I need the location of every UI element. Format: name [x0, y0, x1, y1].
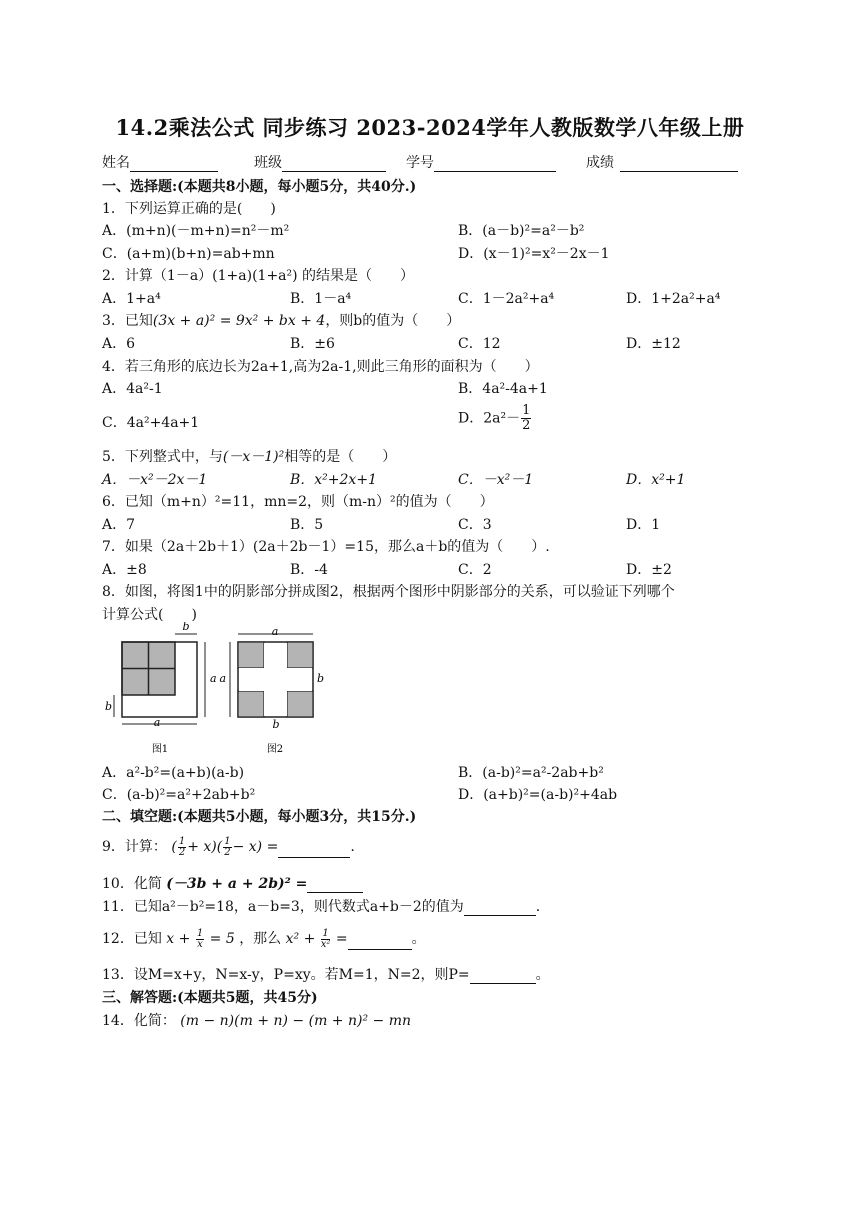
fig1-label-b-top: b	[182, 622, 190, 633]
q4-option-a[interactable]: A．4a²-1	[102, 381, 163, 397]
fig1-label-b-left: b	[105, 700, 113, 713]
q11-stem: 11．已知a²－b²=18，a－b=3，则代数式a+b－2的值为 .	[102, 899, 541, 915]
q8-option-c[interactable]: C．(a-b)²=a²+2ab+b²	[102, 787, 256, 803]
figure-2	[219, 625, 324, 755]
q4-option-b[interactable]: B．4a²-4a+1	[458, 381, 548, 397]
q12-answer-blank[interactable]	[348, 935, 412, 950]
q8-stem-line2: 计算公式( )	[102, 607, 197, 623]
section-answer-heading: 三、解答题:(本题共5题，共45分)	[102, 990, 318, 1006]
fig1-caption: 图1	[151, 744, 169, 755]
q3-option-a[interactable]: A．6	[102, 336, 136, 352]
q4-option-c[interactable]: C．4a²+4a+1	[102, 415, 200, 431]
q11-answer-blank[interactable]	[464, 901, 536, 916]
q4-stem: 4．若三角形的底边长为2a+1,高为2a-1,则此三角形的面积为（ ）	[102, 359, 539, 375]
q2-option-b[interactable]: B．1－a⁴	[290, 291, 352, 307]
q5-option-d[interactable]: D．x²+1	[626, 472, 686, 488]
q8-option-a[interactable]: A．a²-b²=(a+b)(a-b)	[102, 765, 245, 781]
q3-option-c[interactable]: C．12	[458, 336, 501, 352]
q13-stem: 13．设M=x+y，N=x-y，P=xy。若M=1，N=2，则P= 。	[102, 967, 550, 983]
q7-stem: 7．如果（2a＋2b＋1）(2a＋2b－1）=15，那么a＋b的值为（ ）.	[102, 539, 550, 555]
q3-stem: 3．已知(3x + a)² = 9x² + bx + 4，则b的值为（ ）	[102, 313, 461, 329]
student-id-field[interactable]: 学号	[406, 152, 556, 172]
fig1-label-a-right: a	[210, 672, 217, 685]
q9-answer-blank[interactable]	[278, 843, 350, 858]
q2-option-c[interactable]: C．1－2a²+a⁴	[458, 291, 555, 307]
page-title: 14.2乘法公式 同步练习 2023-2024学年人教版数学八年级上册	[115, 115, 745, 140]
name-field[interactable]: 姓名	[102, 152, 218, 172]
q1-option-d[interactable]: D．(x－1)²=x²－2x－1	[458, 246, 610, 262]
q14-stem: 14．化简： (m − n)(m + n) − (m + n)² − mn	[102, 1013, 411, 1029]
q6-option-c[interactable]: C．3	[458, 517, 492, 533]
q5-option-a[interactable]: A．－x²－2x－1	[102, 472, 208, 488]
q7-option-b[interactable]: B．-4	[290, 562, 328, 578]
fig2-label-b-right: b	[317, 672, 325, 685]
q13-answer-blank[interactable]	[470, 969, 536, 984]
fig1-label-a-bottom: a	[153, 716, 161, 729]
q7-option-c[interactable]: C．2	[458, 562, 492, 578]
q3-option-b[interactable]: B．±6	[290, 336, 335, 352]
section-choice-heading: 一、选择题:(本题共8小题，每小题5分，共40分.)	[102, 179, 417, 195]
q2-option-a[interactable]: A．1+a⁴	[102, 291, 161, 307]
q7-option-d[interactable]: D．±2	[626, 562, 672, 578]
section-fill-heading: 二、填空题:(本题共5小题，每小题3分，共15分.)	[102, 809, 417, 825]
q5-stem: 5．下列整式中，与(－x－1)²相等的是（ ）	[102, 449, 397, 465]
q1-option-c[interactable]: C．(a+m)(b+n)=ab+mn	[102, 246, 275, 262]
q8-stem-line1: 8．如图，将图1中的阴影部分拼成图2，根据两个图形中阴影部分的关系，可以验证下列哪个	[102, 584, 675, 600]
q3-option-d[interactable]: D．±12	[626, 336, 681, 352]
fig2-label-a-left: a	[219, 672, 226, 685]
q6-option-b[interactable]: B．5	[290, 517, 324, 533]
class-field[interactable]: 班级	[254, 152, 386, 172]
q5-option-b[interactable]: B．x²+2x+1	[290, 472, 377, 488]
q5-option-c[interactable]: C．－x²－1	[458, 472, 534, 488]
q8-option-d[interactable]: D．(a+b)²=(a-b)²+4ab	[458, 787, 618, 803]
score-field[interactable]: 成绩	[586, 152, 738, 172]
q7-option-a[interactable]: A．±8	[102, 562, 147, 578]
fig2-caption: 图2	[266, 744, 284, 755]
q8-figure	[100, 622, 340, 762]
q8-option-b[interactable]: B．(a-b)²=a²-2ab+b²	[458, 765, 604, 781]
fig2-label-a-top: a	[271, 625, 279, 638]
q6-stem: 6．已知（m+n）²=11，mn=2，则（m-n）²的值为（ ）	[102, 494, 494, 510]
q2-stem: 2．计算（1－a）(1+a)(1+a²) 的结果是（ ）	[102, 268, 415, 284]
q9-stem: 9．计算： ( $\frac{1}{2}$ + x)( $\frac{1}{2}$ − x) = .	[102, 835, 355, 858]
q2-option-d[interactable]: D．1+2a²+a⁴	[626, 291, 721, 307]
q10-answer-blank[interactable]	[307, 878, 363, 893]
q12-stem: 12．已知 x + $\frac{1}{x}$ = 5 ，那么 x² + $\frac{1}{\text{x²}}$ = 。	[102, 927, 426, 950]
q10-stem: 10．化简 (－3b + a + 2b)² =	[102, 873, 363, 893]
q4-option-d[interactable]: D．2a²－ $\frac{1}{2}$	[458, 403, 531, 433]
q1-stem: 1．下列运算正确的是( )	[102, 201, 276, 217]
q1-option-a[interactable]: A．(m+n)(－m+n)=n²－m²	[102, 223, 290, 239]
figure-1	[105, 622, 217, 755]
q6-option-d[interactable]: D．1	[626, 517, 661, 533]
q6-option-a[interactable]: A．7	[102, 517, 136, 533]
fig2-label-b-bottom: b	[272, 718, 280, 731]
q1-option-b[interactable]: B．(a－b)²=a²－b²	[458, 223, 585, 239]
